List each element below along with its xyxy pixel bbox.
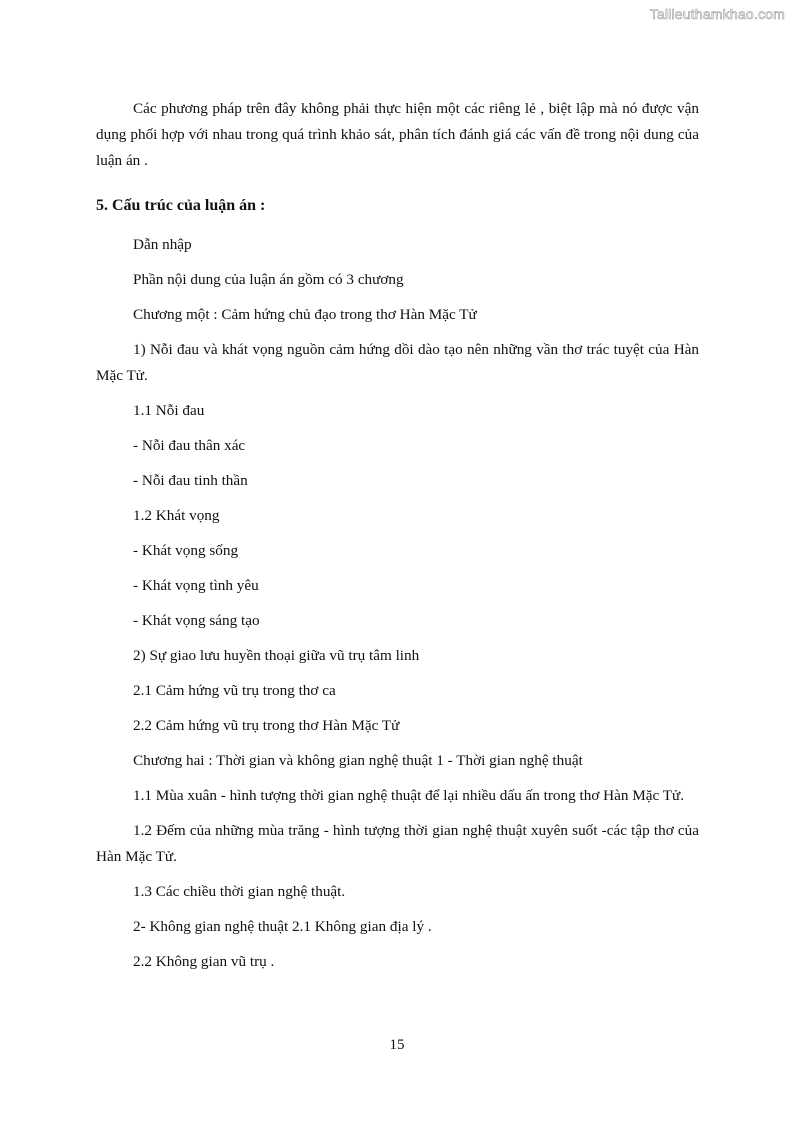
list-item: 2.2 Không gian vũ trụ . xyxy=(133,953,275,970)
list-item: Chương hai : Thời gian và không gian nghệ thuật 1 - Thời gian nghệ thuật xyxy=(133,752,583,769)
list-item: - Khát vọng sống xyxy=(133,542,239,559)
list-item: - Nỗi đau tinh thần xyxy=(133,472,248,489)
list-item: 1.1 Mùa xuân - hình tượng thời gian nghệ thuật để lại nhiều dấu ấn trong thơ Hàn Mặc Tử. xyxy=(133,787,685,804)
list-item: 1.3 Các chiều thời gian nghệ thuật. xyxy=(133,883,346,900)
section-heading: 5. Cấu trúc của luận án : xyxy=(96,197,266,214)
list-item: 1.1 Nỗi đau xyxy=(133,402,205,419)
list-item: 2- Không gian nghệ thuật 2.1 Không gian địa lý . xyxy=(133,918,432,935)
list-item: 2.2 Cảm hứng vũ trụ trong thơ Hàn Mặc Tử xyxy=(133,717,400,734)
list-item: 1) Nỗi đau và khát vọng nguồn cảm hứng dồi dào tạo nên những vần thơ trác tuyệt của Hàn Mặc Tử. xyxy=(96,341,699,384)
list-item: 2.1 Cảm hứng vũ trụ trong thơ ca xyxy=(133,682,336,699)
list-item: - Nỗi đau thân xác xyxy=(133,437,246,454)
document-body xyxy=(96,96,699,984)
list-item: - Khát vọng sáng tạo xyxy=(133,612,260,629)
list-item: Chương một : Cảm hứng chủ đạo trong thơ Hàn Mặc Tử xyxy=(133,306,477,323)
list-item: - Khát vọng tình yêu xyxy=(133,577,259,594)
page-number: 15 xyxy=(389,1037,405,1053)
list-item: 1.2 Khát vọng xyxy=(133,507,220,524)
list-item: 1.2 Đếm của những mùa trăng - hình tượng thời gian nghệ thuật xuyên suốt -các tập thơ của Hàn Mặc Tử. xyxy=(96,822,699,865)
intro-paragraph: Các phương pháp trên đây không phải thực hiện một các riêng lẻ , biệt lập mà nó được vận dụng phối hợp với nhau trong quá trình khảo sát, phân tích đánh giá các vấn đề trong nội dung của luận án . xyxy=(96,100,699,169)
list-item: Dẫn nhập xyxy=(133,236,192,253)
list-item: 2) Sự giao lưu huyền thoại giữa vũ trụ tâm linh xyxy=(133,647,420,664)
list-item: Phần nội dung của luận án gồm có 3 chương xyxy=(133,271,404,288)
watermark: Tailieuthamkhao.com xyxy=(649,6,785,22)
